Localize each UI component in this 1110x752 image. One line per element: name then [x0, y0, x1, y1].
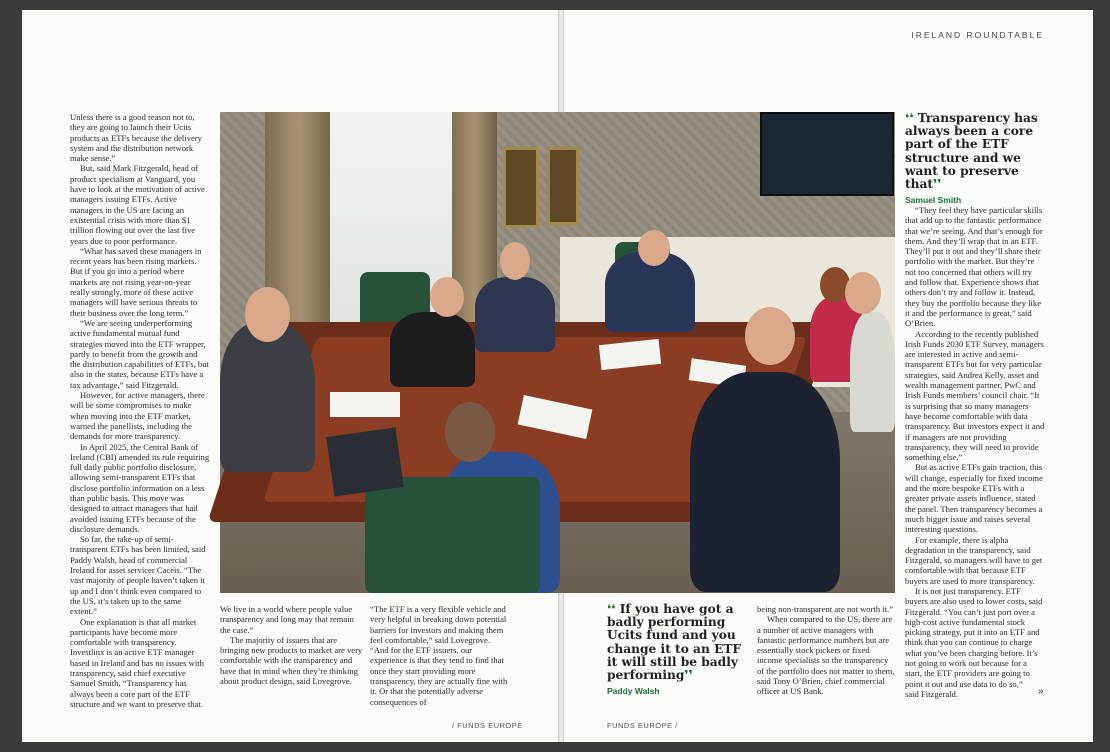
text-column-5 [757, 604, 897, 702]
paragraph: being non-transparent are not worth it.” [757, 604, 894, 614]
roundtable-photo [220, 112, 895, 593]
quote-author: Samuel Smith [905, 195, 962, 206]
pull-quote-1 [905, 112, 1045, 207]
paragraph: The majority of issuers that are bringing new products to market are very comfortable with the transparency and have that in mind when they’re thinking about product design, said Lovegrove. [220, 634, 363, 687]
paragraph: It is not just transparency. ETF buyers are also used to lower costs, said Fitzgerald. “You can’t just port over a high-cost active fundamental stock picking strategy, put it into an ETF and think that you can continue to charge what you’ve been charging before. It’s not going to work out because for a start, the ETF providers are going to point it out and use data to do so,” [905, 585, 1043, 689]
paragraph: According to the recently published Irish Funds 2030 ETF Survey, managers are interested in active and semi-transparent ETFs but for very particular strategies, said Andrea Kelly, asset and wealth management partner, PwC and Irish Funds members’ council chair. “It is surprising that so many managers have become comfortable with data transparency. But investors expect it and if managers are not providing transparency, they will need to provide something else.” [905, 328, 1045, 463]
quote-text: Transparency has always been a core part of the ETF structure and we want to preserve that [905, 111, 1038, 192]
quote-open-mark: ❛❛ [607, 602, 616, 616]
quote-author: Paddy Walsh [607, 686, 660, 697]
paragraph: Unless there is a good reason not to, they are going to launch their Ucits products as ETFs because the delivery system and the distribution network make sense.” [70, 112, 202, 164]
paragraph: “They feel they have particular skills that add up to the fantastic performance that we’re seeing. And that’s enough for them. And they’ll wrap that in an ETF. They’ll put it out and they’ll share their portfolio with the market. But they’re not too concerned that others will try and follow that. Experience shows that others don’t try and follow it. Instead, they buy the portfolio because they like it and the performance is great,” said O’Brien. [905, 205, 1043, 329]
section-header: IRELAND ROUNDTABLE [911, 30, 1044, 40]
quote-text: If you have got a badly performing Ucits fund and you change it to an ETF it will still be badly performing [607, 602, 742, 683]
quote-close-mark: ❜❜ [684, 668, 693, 683]
continued-marker: » [1038, 686, 1044, 697]
paragraph: When compared to the US, there are a number of active managers with fantastic performance numbers but are essentially stock pickers or fixed income specialists so the transparency of the portfolio does not matter to them, said Tony O’Brien, chief commercial officer at US Bank. [757, 614, 895, 697]
paragraph: “What has saved these managers in recent years has been rising markets. But if you go into a period where markets are not rising year-on-year really strongly, more of these active managers will have serious threats to their business over the long term.” [70, 245, 202, 318]
paragraph: said Fitzgerald. [905, 688, 958, 699]
paragraph: In April 2025, the Central Bank of Ireland (CBI) amended its rule requiring full daily public portfolio disclosure, allowing semi-transparent ETFs that disclose portfolio information on a less than public basis. This move was designed to attract managers that had avoided issuing ETFs because of the disclosure demands. [70, 441, 210, 534]
text-column-2 [220, 604, 364, 702]
text-column-1 [70, 112, 210, 709]
text-column-6 [905, 205, 1045, 702]
quote-open-mark: ❛❛ [905, 111, 914, 125]
paragraph: For example, there is alpha degradation in the transparency, said Fitzgerald, so managers will have to get comfortable with that because ETF buyers are used to more transparency. [905, 534, 1043, 586]
text-column-3 [370, 604, 510, 707]
paragraph: However, for active managers, there will be some compromises to make when moving into the ETF market, warned the panellists, including the demands for more transparency. [70, 390, 205, 442]
paragraph: “We are seeing underperforming active fundamental mutual fund strategies moved into the ETF wrapper, partly to benefit from the growth and the distribution capabilities of ETFs, but also in the states, because ETFs have a tax advantage,” said Fitzgerald. [70, 317, 209, 390]
paragraph: But, said Mark Fitzgerald, head of product specialism at Vanguard, you have to look at the motivation of active managers issuing ETFs. Active managers in the US are facing an existential crisis with more than $1 trillion flowing out over the last five years due to poor performance. [70, 163, 205, 246]
paragraph: We live in a world where people value transparency and long may that remain the case.” [220, 604, 354, 635]
pull-quote-2 [607, 603, 747, 698]
paragraph: So far, the take-up of semi-transparent ETFs has been limited, said Paddy Walsh, head of commercial Ireland for asset servicer Caceis. “The vast majority of people haven’t taken it up and I don’t think even compared to the US, it’s taken up to the same extent.” [70, 534, 206, 617]
paragraph: “The ETF is a very flexible vehicle and very helpful in breaking down potential barriers for investors and making them feel comfortable,” said Lovegrove. “And for the ETF issuers, our experience is that they tend to find that once they start providing more transparency, they are actually fine with it. Or that the potentially adverse consequences of [370, 604, 508, 707]
footer-right: FUNDS EUROPE / [607, 721, 678, 730]
quote-close-mark: ❜❜ [933, 177, 942, 192]
footer-left: / FUNDS EUROPE [452, 721, 523, 730]
paragraph: But as active ETFs gain traction, this will change, especially for fixed income and the more bespoke ETFs with a greater private assets influence, stated the panel. Then transparency becomes a much bigger issue and raises several interesting questions. [905, 462, 1043, 535]
paragraph: One explanation is that all market participants have become more comfortable with transparency. Investlinx is an active ETF manager based in Ireland and has no issues with transparency, said chief executive Samuel Smith. “Transparency has always been a core part of the ETF structure and we want to preserve that. [70, 616, 204, 709]
